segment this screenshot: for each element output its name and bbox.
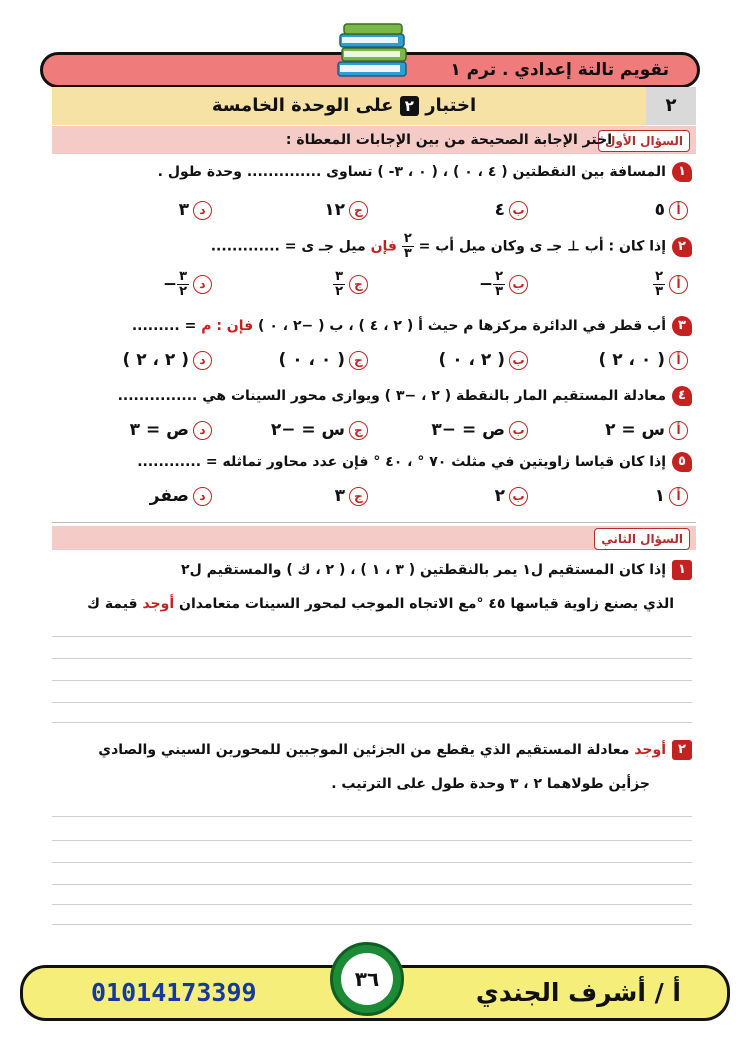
- question-3: ٣أب قطر في الدائرة مركزها م حيث أ ( ٢ ، ٤ ) ، ب ( −٢ ، ٠ ) فإن : م = .........: [132, 316, 692, 336]
- option-b[interactable]: بص = −٣: [431, 420, 528, 440]
- test-number-badge: ٢: [400, 96, 419, 116]
- question-number: ٤: [672, 386, 692, 406]
- section2-question-2: ٢أوجد معادلة المستقيم الذي يقطع من الجزئين الموجبين للمحورين السيني والصادي: [98, 740, 692, 760]
- test-title-bar: [52, 87, 696, 125]
- question-2: ٢إذا كان : أب ⊥ جـ ى وكان ميل أب = $\frac{٢}{٣}$ فإن ميل جـ ى = .............: [211, 232, 692, 261]
- answer-line[interactable]: [52, 884, 692, 885]
- option-b[interactable]: ب $\frac{٢}{٣}$ −: [479, 270, 528, 299]
- question-number: ٣: [672, 316, 692, 336]
- section2-question-2-line2: جزأين طولاهما ٢ ، ٣ وحدة طول على الترتيب .: [331, 776, 650, 792]
- option-d[interactable]: د( ٢ ، ٢ ): [123, 350, 212, 370]
- option-b[interactable]: ب( ٢ ، ٠ ): [439, 350, 528, 370]
- phone-number: 01014173399: [91, 978, 257, 1007]
- option-a[interactable]: أ١: [655, 486, 688, 506]
- answer-line[interactable]: [52, 680, 692, 681]
- section-divider: [52, 522, 696, 523]
- section1-instruction: اختر الإجابة الصحيحة من بين الإجابات المعطاة :: [285, 132, 612, 148]
- page-number: ٣٦: [341, 953, 393, 1005]
- option-a[interactable]: أ( ٠ ، ٢ ): [599, 350, 688, 370]
- question-5: ٥إذا كان قياسا زاويتين في مثلث ٧٠ ° ، ٤٠ ° فإن عدد محاور تماثله = ............: [137, 452, 692, 472]
- question-number: ١: [672, 162, 692, 182]
- author-name: أ / أشرف الجندي: [475, 978, 681, 1007]
- option-a[interactable]: أ٥: [655, 200, 688, 220]
- answer-line[interactable]: [52, 904, 692, 905]
- option-a[interactable]: أ $\frac{٢}{٣}$: [653, 270, 688, 299]
- question-1: ١المسافة بين النقطتين ( ٤ ، ٠ ) ، ( ٠ ، ٣- ) تساوى .............. وحدة طول .: [158, 162, 692, 182]
- option-c[interactable]: ج٣: [335, 486, 368, 506]
- option-c[interactable]: ج١٢: [324, 200, 368, 220]
- option-c[interactable]: ج $\frac{٣}{٢}$: [333, 270, 368, 299]
- answer-line[interactable]: [52, 658, 692, 659]
- option-c[interactable]: ج( ٠ ، ٠ ): [279, 350, 368, 370]
- option-d[interactable]: د $\frac{٣}{٢}$ −: [163, 270, 212, 299]
- test-number: ٢: [646, 87, 696, 125]
- answer-line[interactable]: [52, 862, 692, 863]
- books-icon: [334, 22, 412, 84]
- option-d[interactable]: د٣: [179, 200, 212, 220]
- option-d[interactable]: دص = ٣: [130, 420, 212, 440]
- answer-line[interactable]: [52, 924, 692, 925]
- section2-tag: السؤال الثاني: [594, 528, 690, 550]
- question-number: ٢: [672, 740, 692, 760]
- option-d[interactable]: دصفر: [150, 486, 212, 506]
- option-c[interactable]: جس = −٢: [271, 420, 368, 440]
- page-number-badge: [330, 942, 404, 1016]
- section2-question-1-line2: الذي يصنع زاوية قياسها ٤٥ °مع الاتجاه الموجب لمحور السينات متعامدان أوجد قيمة ك: [87, 596, 674, 612]
- answer-line[interactable]: [52, 636, 692, 637]
- answer-line[interactable]: [52, 722, 692, 723]
- header-title: تقويم تالتة إعدادي . ترم ١: [450, 60, 669, 80]
- option-b[interactable]: ب٤: [495, 200, 528, 220]
- answer-line[interactable]: [52, 816, 692, 817]
- question-number: ١: [672, 560, 692, 580]
- section1-tag: السؤال الأول: [598, 130, 690, 152]
- test-title: اختبار ٢ على الوحدة الخامسة: [211, 95, 477, 116]
- answer-line[interactable]: [52, 840, 692, 841]
- answer-line[interactable]: [52, 702, 692, 703]
- fraction: $\frac{٢}{٣}$: [403, 231, 412, 261]
- section2-bar: [52, 526, 696, 550]
- section1-bar: [52, 126, 696, 154]
- section2-question-1: ١إذا كان المستقيم ل١ يمر بالنقطتين ( ٣ ، ١ ) ، ( ٢ ، ك ) والمستقيم ل٢: [181, 560, 692, 580]
- question-number: ٢: [672, 237, 692, 257]
- question-4: ٤معادلة المستقيم المار بالنقطة ( ٢ ، −٣ ) ويوازى محور السينات هي ...............: [118, 386, 692, 406]
- question-number: ٥: [672, 452, 692, 472]
- option-b[interactable]: ب٢: [495, 486, 528, 506]
- option-a[interactable]: أس = ٢: [605, 420, 688, 440]
